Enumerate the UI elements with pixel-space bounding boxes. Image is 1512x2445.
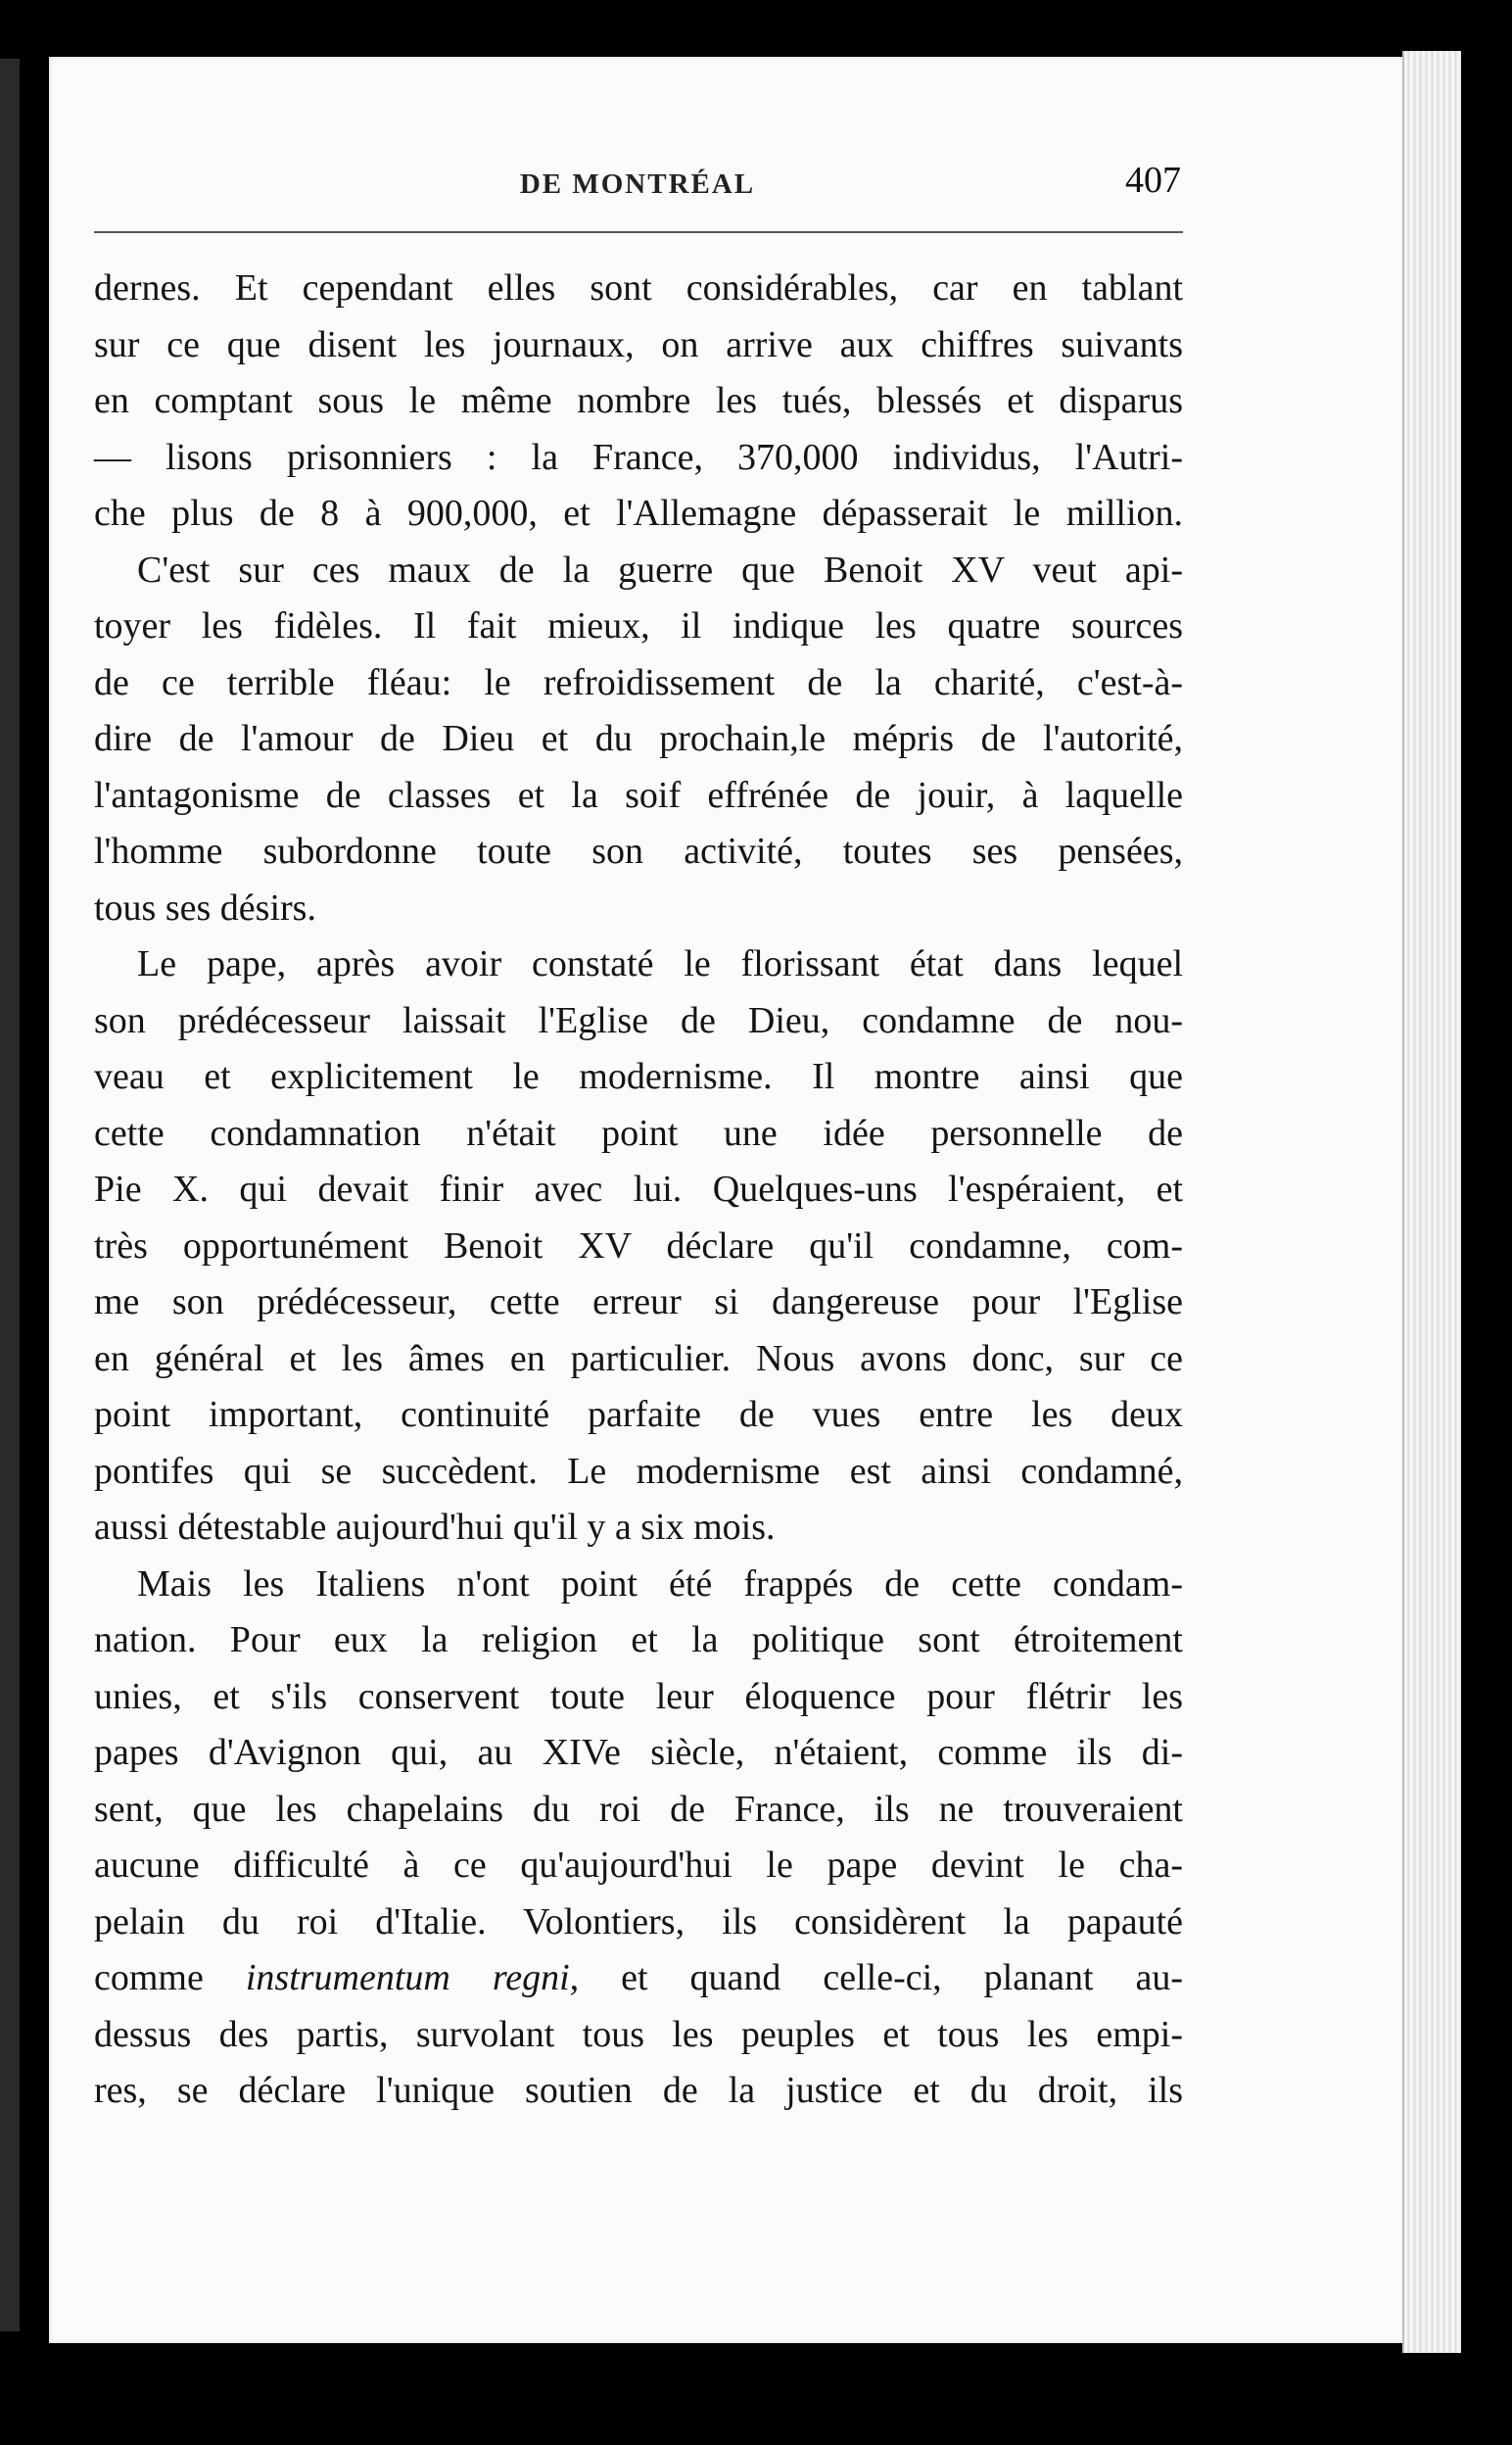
text-line: l'antagonisme de classes et la soif effrénée de jouir, à laquelle [94,774,1183,816]
text-line: l'homme subordonne toute son activité, toutes ses pensées, [94,831,1183,872]
text-line: dessus des partis, survolant tous les peuples et tous les empi- [94,2013,1183,2055]
text-line: pontifes qui se succèdent. Le modernisme est ainsi condamné, [94,1450,1183,1492]
text-line: sur ce que disent les journaux, on arrive aux chiffres suivants [94,323,1183,365]
text-line: me son prédécesseur, cette erreur si dangereuse pour l'Eglise [94,1281,1183,1322]
text-line: de ce terrible fléau: le refroidissement de la charité, c'est-à- [94,661,1183,703]
text-line: son prédécesseur laissait l'Eglise de Dieu, condamne de nou- [94,999,1183,1041]
text-line: en comptant sous le même nombre les tués, blessés et disparus [94,380,1183,421]
text-line: Pie X. qui devait finir avec lui. Quelques-uns l'espéraient, et [94,1169,1183,1210]
body-text [94,261,1183,2120]
text-line: res, se déclare l'unique soutien de la justice et du droit, ils [94,2070,1183,2111]
text-line: en général et les âmes en particulier. Nous avons donc, sur ce [94,1337,1183,1379]
running-head: DE MONTRÉAL [519,168,756,200]
text-line: — lisons prisonniers : la France, 370,000 individus, l'Autri- [94,436,1183,478]
text-line: Mais les Italiens n'ont point été frappés de cette condam- [137,1562,1183,1605]
text-line: très opportunément Benoit XV déclare qu'il condamne, com- [94,1224,1183,1267]
header-rule [94,231,1183,233]
text-line: sent, que les chapelains du roi de France, ils ne trouveraient [94,1788,1183,1830]
text-line: che plus de 8 à 900,000, et l'Allemagne dépasserait le million. [94,493,1183,534]
text-line: Le pape, après avoir constaté le florissant état dans lequel [137,943,1183,984]
text-line: C'est sur ces maux de la guerre que Benoit XV veut api- [137,549,1183,591]
page-header [94,155,1181,214]
text-line: tous ses désirs. [94,887,316,929]
previous-page-edge [0,59,20,2331]
text-line: nation. Pour eux la religion et la politique sont étroitement [94,1619,1183,1660]
text-line: veau et explicitement le modernisme. Il montre ainsi que [94,1056,1183,1097]
text-line: dire de l'amour de Dieu et du prochain,le mépris de l'autorité, [94,718,1183,759]
text-line: dernes. Et cependant elles sont considérables, car en tablant [94,267,1183,309]
text-line: unies, et s'ils conservent toute leur éloquence pour flétrir les [94,1675,1183,1717]
text-segment: et quand celle-ci, planant au- [579,1957,1184,1998]
text-line: point important, continuité parfaite de vues entre les deux [94,1394,1183,1435]
latin-phrase: instrumentum regni, [245,1957,580,1998]
text-line: cette condamnation n'était point une idée personnelle de [94,1112,1183,1154]
text-segment: comme [94,1957,246,1998]
text-line: papes d'Avignon qui, au XIVe siècle, n'étaient, comme ils di- [94,1732,1183,1773]
text-line: aussi détestable aujourd'hui qu'il y a six mois. [94,1507,776,1548]
text-line-with-italic [94,1950,1183,2007]
text-line: aucune difficulté à ce qu'aujourd'hui le pape devint le cha- [94,1845,1183,1886]
text-line: pelain du roi d'Italie. Volontiers, ils considèrent la papauté [94,1900,1183,1942]
page-fore-edge [1402,51,1461,2353]
page-number: 407 [1125,160,1181,201]
text-line: toyer les fidèles. Il fait mieux, il indique les quatre sources [94,605,1183,647]
